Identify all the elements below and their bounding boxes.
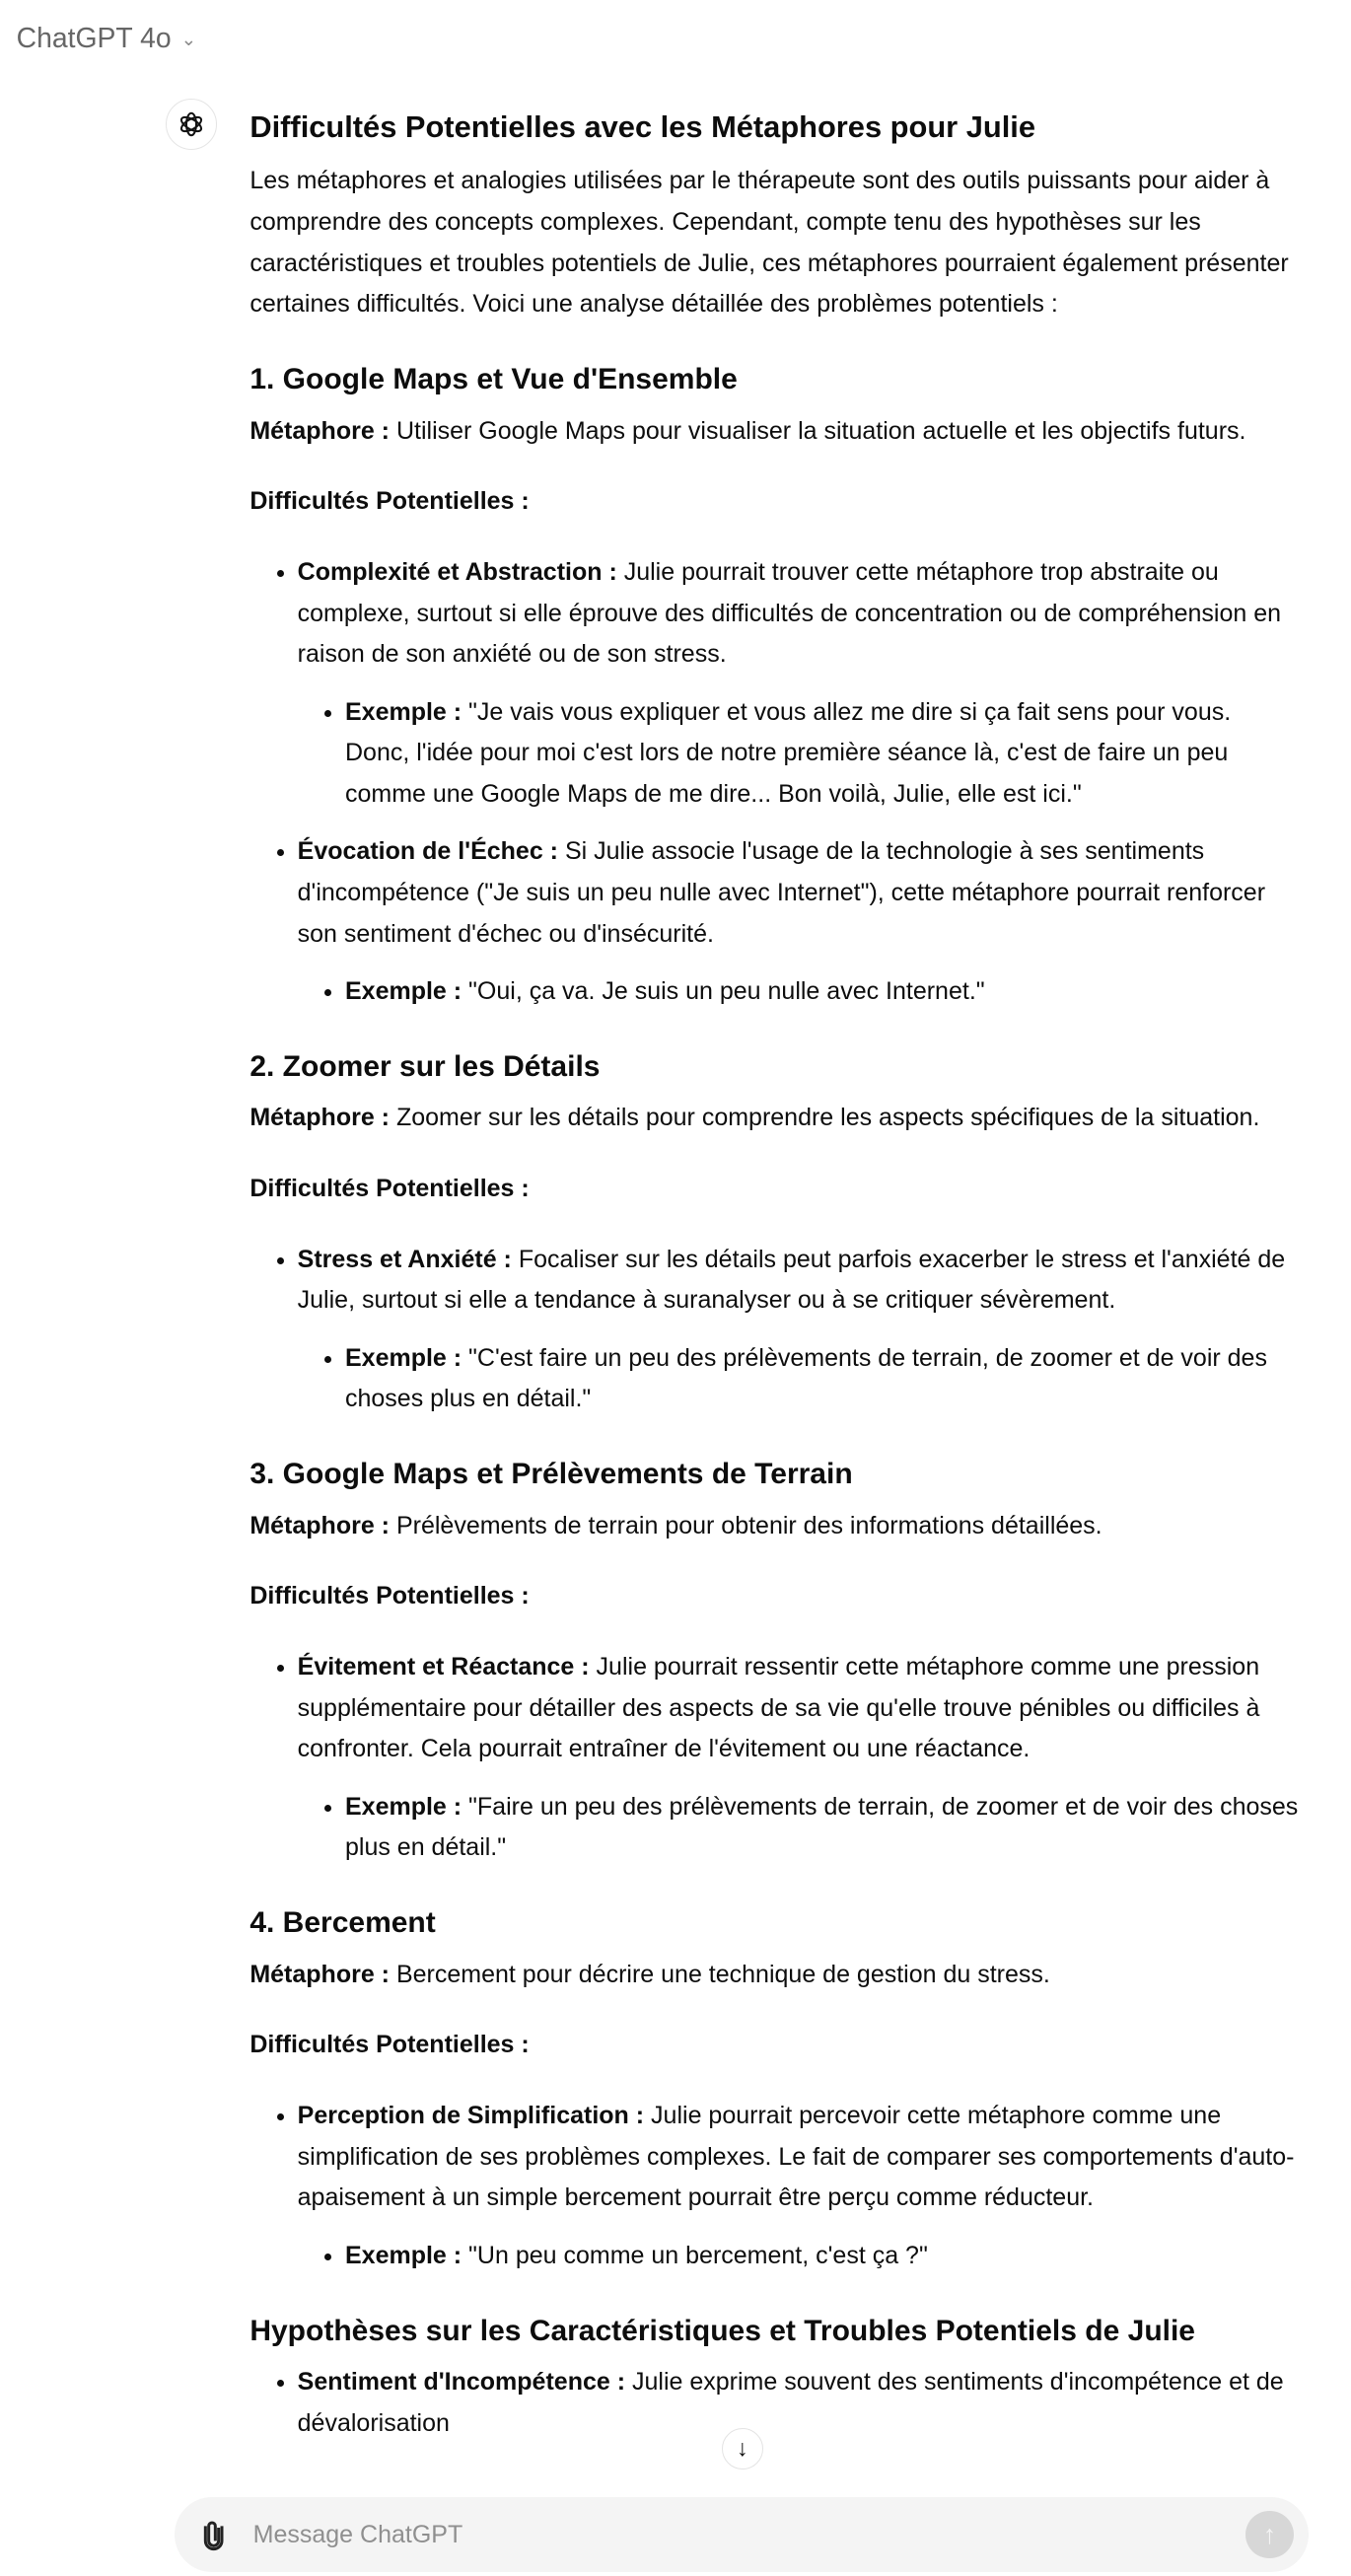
example-item: • Exemple : "Un peu comme un bercement, c'est ça ?" [345, 2236, 1302, 2277]
assistant-message [249, 106, 1302, 2461]
section-heading: 4. Bercement [249, 1906, 436, 1940]
message-input[interactable]: Message ChatGPT [252, 2520, 463, 2548]
openai-logo-icon [177, 109, 206, 139]
list-item: • Sentiment d'Incompétence : Julie exprime souvent des sentiments d'incompétence et de dévalorisation [298, 2362, 1302, 2444]
example-item: • Exemple : "Je vais vous expliquer et vous allez me dire si ça fait sens pour vous. Donc, l'idée pour moi c'est lors de notre première séance là, c'est de faire un peu comme une Google Maps de me dire... Bon voilà, Julie, elle est ici." [345, 692, 1302, 816]
difficulties-label: Difficultés Potentielles : [249, 1175, 530, 1203]
example-item: • Exemple : "Oui, ça va. Je suis un peu nulle avec Internet." [345, 971, 1302, 1013]
message-composer [175, 2497, 1309, 2573]
intro-paragraph: Les métaphores et analogies utilisées par le thérapeute sont des outils puissants pour aider à comprendre des concepts complexes. Cependant, compte tenu des hypothèses sur les caractéristiques et troubles potentiels de Julie, ces métaphores pourraient également présenter certaines difficultés. Voici une analyse détaillée des problèmes potentiels : [249, 167, 1289, 319]
metaphor-line: Métaphore : Prélèvements de terrain pour obtenir des informations détaillées. [249, 1511, 1102, 1539]
metaphor-line: Métaphore : Utiliser Google Maps pour visualiser la situation actuelle et les objectifs futurs. [249, 416, 1246, 445]
attach-button[interactable] [197, 2518, 230, 2550]
list-item: • Complexité et Abstraction : Julie pourrait trouver cette métaphore trop abstraite ou complexe, surtout si elle éprouve des difficultés de concentration ou de compréhension en raison de son anxiété ou de son stress. • Exemple : "Je vais vous expliquer et vous allez me dire si ça fait sens pour vous. Donc, l'idée pour moi c'est lors de notre première séance là, c'est de faire un peu comme une Google Maps de me dire... Bon voilà, Julie, elle est ici." [298, 552, 1302, 816]
difficulties-label: Difficultés Potentielles : [249, 2031, 530, 2059]
assistant-avatar [166, 99, 217, 150]
model-selector[interactable] [17, 23, 196, 55]
difficulties-list [249, 552, 1302, 1013]
example-list [298, 1787, 1302, 1869]
arrow-down-icon: ↓ [736, 2435, 748, 2462]
difficulties-list [249, 1240, 1302, 1420]
paperclip-icon [202, 2518, 225, 2550]
section-heading: 2. Zoomer sur les Détails [249, 1050, 601, 1084]
arrow-up-icon: ↑ [1262, 2519, 1277, 2549]
list-item: • Évocation de l'Échec : Si Julie associe l'usage de la technologie à ses sentiments d'incompétence ("Je suis un peu nulle avec Internet"), cette métaphore pourrait renforcer son sentiment d'échec ou d'insécurité. • Exemple : "Oui, ça va. Je suis un peu nulle avec Internet." [298, 831, 1302, 1012]
metaphor-line: Métaphore : Bercement pour décrire une technique de gestion du stress. [249, 1960, 1050, 1988]
model-name: ChatGPT 4o [16, 23, 172, 55]
example-list [298, 692, 1302, 816]
chevron-down-icon: ⌄ [180, 28, 196, 49]
example-list [298, 2236, 1302, 2277]
example-list [298, 971, 1302, 1013]
example-list [298, 1338, 1302, 1420]
list-item: • Stress et Anxiété : Focaliser sur les détails peut parfois exacerber le stress et l'anxiété de Julie, surtout si elle a tendance à suranalyser ou à se critiquer sévèrement. • Exemple : "C'est faire un peu des prélèvements de terrain, de zoomer et de voir des choses plus en détail." [298, 1240, 1302, 1420]
list-item: • Évitement et Réactance : Julie pourrait ressentir cette métaphore comme une pression supplémentaire pour détailler des aspects de sa vie qu'elle trouve pénibles ou difficiles à confronter. Cela pourrait entraîner de l'évitement ou une réactance. • Exemple : "Faire un peu des prélèvements de terrain, de zoomer et de voir des choses plus en détail." [298, 1647, 1302, 1869]
metaphor-line: Métaphore : Zoomer sur les détails pour comprendre les aspects spécifiques de la situation. [249, 1104, 1260, 1132]
difficulties-list [249, 2096, 1302, 2276]
difficulties-label: Difficultés Potentielles : [249, 1582, 530, 1610]
example-item: • Exemple : "Faire un peu des prélèvements de terrain, de zoomer et de voir des choses plus en détail." [345, 1787, 1302, 1869]
example-item: • Exemple : "C'est faire un peu des prélèvements de terrain, de zoomer et de voir des choses plus en détail." [345, 1338, 1302, 1420]
section-heading: 3. Google Maps et Prélèvements de Terrain [249, 1458, 853, 1491]
scroll-down-button[interactable] [722, 2428, 763, 2469]
list-item: • Perception de Simplification : Julie pourrait percevoir cette métaphore comme une simplification de ses problèmes complexes. Le fait de comparer ses comportements d'auto-apaisement à un simple bercement pourrait être perçu comme réducteur. • Exemple : "Un peu comme un bercement, c'est ça ?" [298, 2096, 1302, 2276]
send-button[interactable] [1245, 2511, 1293, 2558]
difficulties-label: Difficultés Potentielles : [249, 487, 530, 516]
message-title: Difficultés Potentielles avec les Métaphores pour Julie [249, 108, 1035, 144]
hypotheses-heading: Hypothèses sur les Caractéristiques et Troubles Potentiels de Julie [249, 2314, 1195, 2347]
hypotheses-list [249, 2362, 1302, 2444]
difficulties-list [249, 1647, 1302, 1869]
section-heading: 1. Google Maps et Vue d'Ensemble [249, 363, 738, 396]
